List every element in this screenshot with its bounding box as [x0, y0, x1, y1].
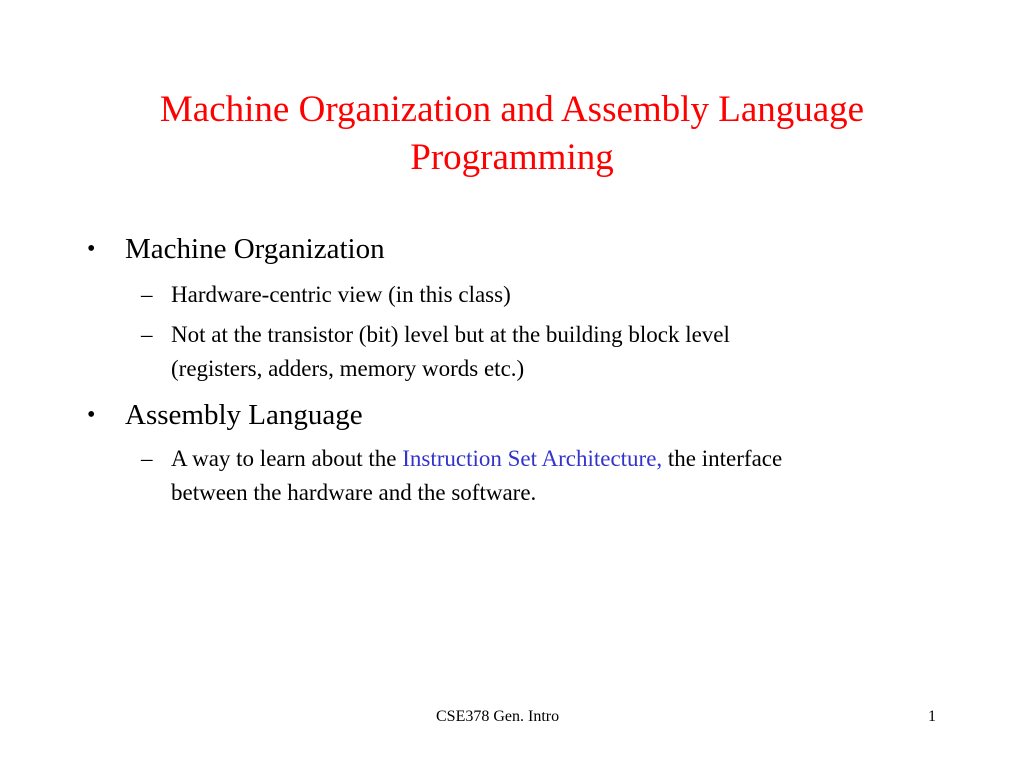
subitem-building-block [141, 318, 730, 386]
subitem-text-line-2: (registers, adders, memory words etc.) [171, 356, 525, 381]
bullet-marker: • [87, 402, 96, 428]
subitem-text-line-1 [171, 442, 782, 476]
title-line-1: Machine Organization and Assembly Language [159, 89, 865, 130]
title-line-2: Programming [410, 137, 614, 178]
bullet-text: Machine Organization [125, 233, 385, 265]
footer-course-label: CSE378 Gen. Intro [436, 708, 560, 725]
bullet-assembly-language [87, 397, 363, 433]
isa-highlight: Instruction Set Architecture, [402, 446, 663, 471]
slide-title [80, 86, 944, 182]
bullet-marker: • [87, 236, 96, 262]
bullet-text: Assembly Language [125, 399, 363, 431]
bullet-machine-organization [87, 231, 385, 267]
dash-marker: – [141, 322, 153, 347]
subitem-prefix: A way to learn about the [171, 446, 403, 471]
slide-number: 1 [928, 708, 936, 725]
subitem-text: Hardware-centric view (in this class) [171, 282, 511, 307]
subitem-text-line-1: Not at the transistor (bit) level but at the building block level [171, 322, 730, 347]
subitem-suffix: the interface [662, 446, 783, 471]
dash-marker: – [141, 282, 153, 307]
dash-marker: – [141, 446, 153, 471]
subitem-text-line-2: between the hardware and the software. [171, 480, 537, 505]
subitem-isa [141, 442, 783, 510]
subitem-hardware-centric [141, 278, 511, 312]
